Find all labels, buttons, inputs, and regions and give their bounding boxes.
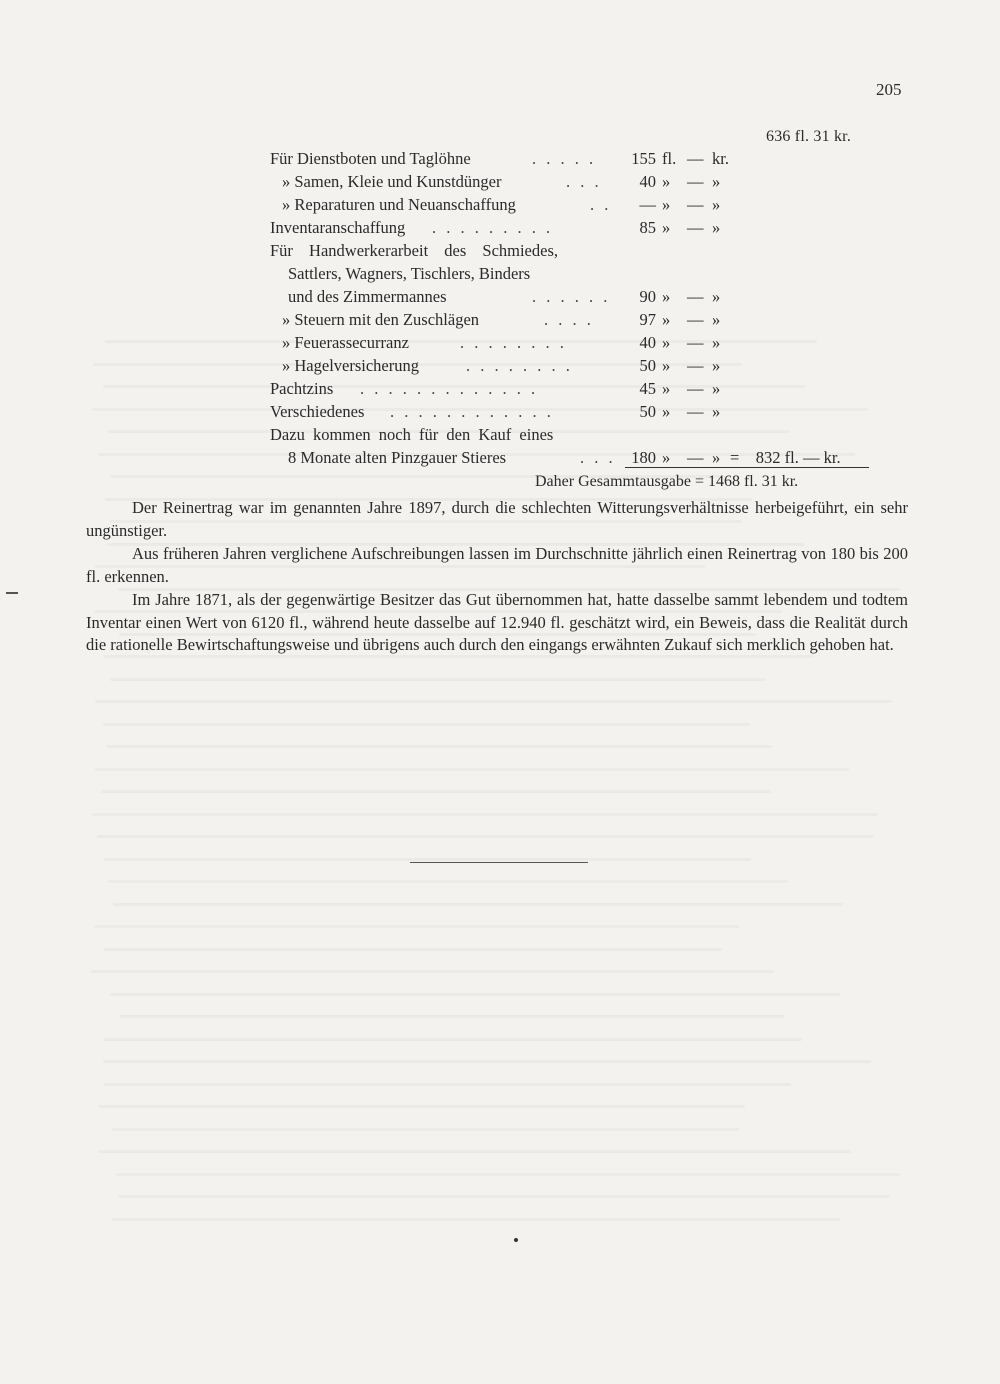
row-unit: » xyxy=(712,218,721,237)
bleed-through-line xyxy=(98,1150,851,1153)
bleed-through-line xyxy=(110,993,839,996)
row-label: Verschiedenes xyxy=(270,402,365,421)
bleed-through-line xyxy=(113,903,844,906)
row-unit: — xyxy=(687,172,704,191)
ledger-row xyxy=(270,331,870,354)
bleed-through-line xyxy=(119,1015,784,1018)
grand-total: Daher Gesammtausgabe = 1468 fl. 31 kr. xyxy=(535,473,799,490)
row-amount: 85 xyxy=(639,218,656,237)
bleed-through-line xyxy=(110,678,766,681)
bleed-through-line xyxy=(106,745,772,748)
row-unit: — xyxy=(687,356,704,375)
row-dots: . . . . . . . . . . . . . xyxy=(360,379,539,398)
bleed-through-line xyxy=(103,1038,802,1041)
ledger-row xyxy=(270,400,870,423)
row-unit: — xyxy=(687,310,704,329)
row-unit: » xyxy=(662,287,671,306)
row-unit: fl. xyxy=(662,149,677,168)
row-unit: » xyxy=(662,218,671,237)
ledger-row xyxy=(270,354,870,377)
row-unit: » xyxy=(712,402,721,421)
bleed-through-line xyxy=(101,790,771,793)
row-label: Für Dienstboten und Taglöhne xyxy=(270,149,471,168)
row-label: Für Handwerkerarbeit des Schmiedes, xyxy=(270,241,559,260)
section-divider xyxy=(410,862,588,863)
paragraph-valuation: Im Jahre 1871, als der gegenwärtige Besitzer das Gut übernommen hat, hatte dasselbe sammt lebendem und todtem Inventar einen Wert von 6120 fl., während heute dasselbe auf 12.940 fl. geschätzt wird, ein Beweis, dass die Realität durch die rationelle Bewirtschaftungsweise und übrigens auch durch den eingangs erwähnten Zukauf sich merklich gehoben hat. xyxy=(86,590,908,655)
row-unit: » xyxy=(712,333,721,352)
ledger-row xyxy=(270,170,870,193)
row-dots: . . . . . . . . xyxy=(466,356,573,375)
bleed-through-line xyxy=(103,723,750,726)
row-unit: » xyxy=(712,195,721,214)
row-dots: . . . . xyxy=(544,310,594,329)
row-unit: » xyxy=(662,172,671,191)
ledger-row xyxy=(270,239,870,262)
row-unit: kr. xyxy=(712,149,729,168)
row-dots: . . . . . xyxy=(532,149,597,168)
row-subtotal: = 832 fl. — kr. xyxy=(730,448,841,467)
ledger-row xyxy=(270,423,870,446)
row-amount: 45 xyxy=(639,379,656,398)
row-unit: — xyxy=(687,218,704,237)
row-dots: . . . xyxy=(580,448,616,467)
row-label: und des Zimmermannes xyxy=(288,287,447,306)
bleed-through-line xyxy=(104,1083,792,1086)
bleed-through-line xyxy=(95,768,850,771)
row-unit: » xyxy=(712,356,721,375)
row-amount: 90 xyxy=(639,287,656,306)
row-unit: » xyxy=(662,310,671,329)
carry-over-amount: 636 fl. 31 kr. xyxy=(766,128,852,145)
paragraph-earlier-records: Aus früheren Jahren verglichene Aufschreibungen lassen im Durchschnitte jährlich einen Reinertrag von 180 bis 200 fl. erkennen. xyxy=(86,544,908,586)
bleed-through-line xyxy=(91,970,773,973)
bleed-through-line xyxy=(112,1128,738,1131)
row-amount: — xyxy=(639,195,656,214)
row-unit: » xyxy=(662,448,671,467)
row-dots: . . . xyxy=(566,172,602,191)
row-unit: » xyxy=(662,195,671,214)
page-number: 205 xyxy=(876,80,902,99)
row-amount: 155 xyxy=(631,149,656,168)
row-dots: . . . . . . xyxy=(532,287,611,306)
bleed-through-line xyxy=(103,1060,871,1063)
bleed-through-line xyxy=(98,1105,745,1108)
bleed-through-line xyxy=(118,1195,890,1198)
bleed-through-line xyxy=(108,880,788,883)
bleed-through-line xyxy=(95,700,892,703)
row-unit: » xyxy=(662,333,671,352)
row-label: » Reparaturen und Neuanschaffung xyxy=(282,195,516,214)
bleed-through-line xyxy=(116,1173,900,1176)
row-dots: . . xyxy=(590,195,612,214)
row-amount: 50 xyxy=(639,356,656,375)
ink-dot xyxy=(514,1238,518,1242)
bleed-through-line xyxy=(97,835,874,838)
row-label: Pachtzins xyxy=(270,379,334,398)
row-dots: . . . . . . . . . xyxy=(432,218,554,237)
ledger-row xyxy=(270,377,870,400)
row-amount: 40 xyxy=(639,172,656,191)
row-unit: — xyxy=(687,287,704,306)
bleed-through-line xyxy=(104,858,751,861)
row-label: Sattlers, Wagners, Tischlers, Binders xyxy=(288,264,531,283)
ledger-row xyxy=(270,193,870,216)
row-label: 8 Monate alten Pinzgauer Stieres xyxy=(288,448,507,467)
ledger-row xyxy=(270,285,870,308)
bleed-through-line xyxy=(92,813,877,816)
ledger-row xyxy=(270,446,870,469)
row-unit: — xyxy=(687,333,704,352)
margin-mark xyxy=(6,592,18,594)
row-amount: 50 xyxy=(639,402,656,421)
row-amount: 180 xyxy=(631,448,656,467)
row-unit: — xyxy=(687,149,704,168)
row-unit: » xyxy=(662,402,671,421)
row-unit: » xyxy=(712,310,721,329)
bleed-through-line xyxy=(104,948,722,951)
row-label: » Samen, Kleie und Kunstdünger xyxy=(282,172,502,191)
bleed-through-line xyxy=(94,925,739,928)
row-unit: » xyxy=(712,287,721,306)
row-unit: — xyxy=(687,402,704,421)
ledger-row xyxy=(270,308,870,331)
row-label: Inventaranschaffung xyxy=(270,218,406,237)
ledger-row xyxy=(270,216,870,239)
row-unit: » xyxy=(662,379,671,398)
row-unit: — xyxy=(687,448,704,467)
row-dots: . . . . . . . . . . . . xyxy=(390,402,554,421)
row-dots: . . . . . . . . xyxy=(460,333,567,352)
row-label: Dazu kommen noch für den Kauf eines xyxy=(270,425,554,444)
row-unit: » xyxy=(712,379,721,398)
row-label: » Feuerassecurranz xyxy=(282,333,409,352)
expense-ledger xyxy=(270,147,870,469)
paragraph-net-yield: Der Reinertrag war im genannten Jahre 1897, durch die schlechten Witterungsverhältnisse herbeigeführt, ein sehr ungünstiger. xyxy=(86,498,908,540)
ledger-row xyxy=(270,147,870,170)
row-label: » Hagelversicherung xyxy=(282,356,419,375)
row-amount: 40 xyxy=(639,333,656,352)
bleed-through-line xyxy=(112,1218,840,1221)
row-amount: 97 xyxy=(639,310,656,329)
row-label: » Steuern mit den Zuschlägen xyxy=(282,310,480,329)
row-unit: » xyxy=(712,448,721,467)
ledger-row xyxy=(270,262,870,285)
row-unit: » xyxy=(662,356,671,375)
row-unit: » xyxy=(712,172,721,191)
row-unit: — xyxy=(687,379,704,398)
row-unit: — xyxy=(687,195,704,214)
